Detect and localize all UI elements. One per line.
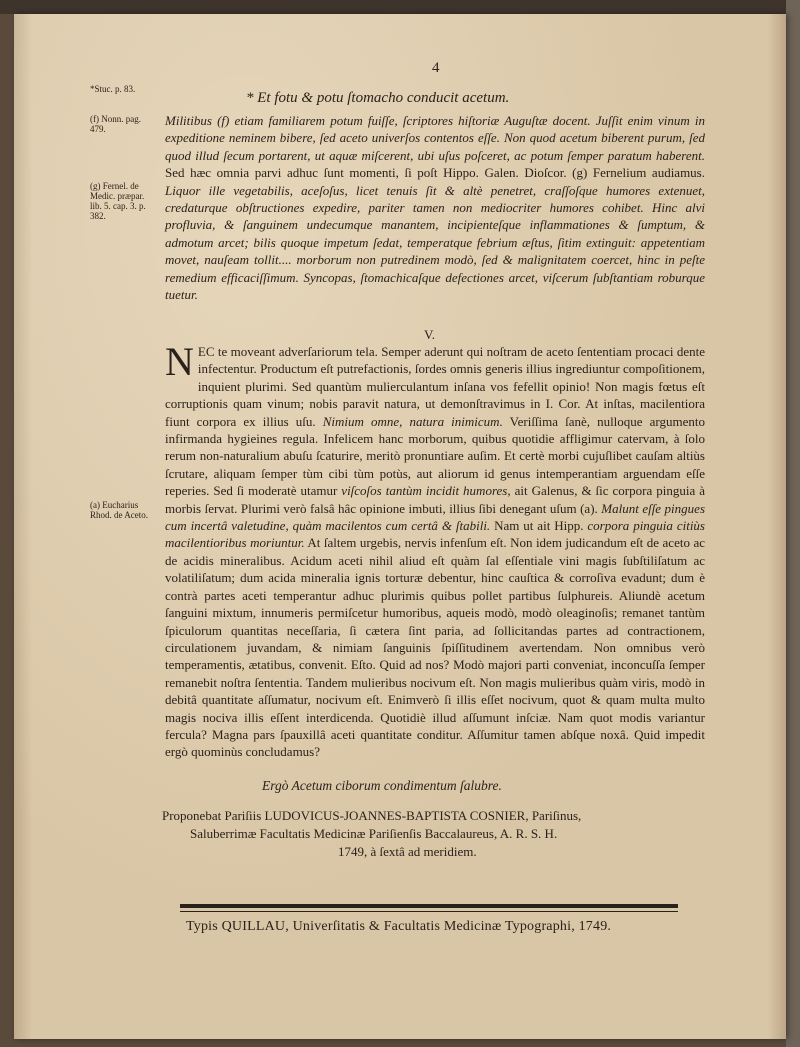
main-span: corpora pinguia citiùs macilentioribus moriuntur. [165,518,705,551]
imprint: Typis QUILLAU, Univerſitatis & Facultatis Medicinæ Typographi, 1749. [186,919,612,934]
conclusion: Ergò Acetum ciborum condimentum ſalubre. [262,778,502,793]
thick-rule [180,904,678,908]
proponebat-line2: Saluberrimæ Facultatis Medicinæ Pariſienſis Baccalaureus, A. R. S. H. [190,826,558,841]
page [14,14,786,1039]
intro-span: Sed hæc omnia parvi adhuc ſunt momenti, ſi poſt Hippo. Galen. Dioſcor. (g) Fernelium audiamus. [165,165,705,181]
main-paragraph [165,339,706,761]
main-span: , ait Galenus, & ſic corpora pinguia à morbis ſervat. Plurimi verò falsâ hâc opinione imbuti, illius ſibi denegant uſum (a). [165,483,705,516]
scan-right-edge [786,0,800,1047]
intro-paragraph [165,112,705,303]
intro-span: Militibus (f) etiam familiarem potum fuiſſe, ſcriptores hiſtoriæ Auguſtæ docent. Juſſit enim vinum in expeditione neminem bibere, ſed aceto univerſos contentos eſſe. Non quod acetum biberent purum, ſed quod illud ſecum portarent, ut aquæ miſcerent, ubi uſus poſceret, ac potum ſemper paratum haberent. [165,113,705,163]
scan-top-edge [0,0,800,14]
main-span: Nam ut ait Hipp. [490,518,588,534]
thin-rule [180,911,678,912]
margin-note-nonn: (f) Nonn. pag. 479. [90,114,141,134]
proponebat-line3: 1749, à ſextâ ad meridiem. [338,844,477,859]
drop-cap: N [165,339,194,384]
margin-note-eucharius: (a) Eucharius Rhod. de Aceto. [90,500,148,520]
main-span: Veriſſima ſanè, nulloque argumento infirmanda hygieines regula. Infelicem hanc morborum, quibus quotidie affligimur catervam, à ſolo rerum non-naturalium abuſu ſcaturire, meritò pronuntiare auſim. Et certè morbi cujuſlibet cauſam altiùs ſcrutare, aliquam ſemper tùm cibi tùm potùs, aut aliorum id genus intemperantiam arguendam eſſe reperies. Sed ſi moderatè utamur [165,413,705,499]
margin-note-fernel: (g) Fernel. de Medic. præpar. lib. 5. cap. 3. p. 382. [90,181,146,221]
proponebat [162,807,710,861]
running-head: * Et fotu & potu ſtomacho conducit acetum. [246,90,510,106]
margin-note-stuc: *Stuc. p. 83. [90,84,136,94]
main-span: At ſaltem urgebis, nervis infenſum eſt. Non idem judicandum eſt de aceto ac de acidis mineralibus. Acidum aceti nihil aliud eſt quàm ſal eſſentiale vini magis ſubſtiliſatum ac volatiliſatum; dum acida mineralia ignis torturæ debentur, hinc cauſtica & corroſiva evadunt; dum è contrà partes aceti temperantur adhuc plurimis quibus pollet partibus ſulphureis. Aliundè acetum ſanguini mixtum, innumeris permiſcetur humoribus, aqueis modò, modò oleaginoſis; remanet tantùm ſpiculorum quantitas neceſſaria, ſi cætera ſint paria, ad ſollicitandas partes ad contractionem, circulationem juvandam, & nimiam ſanguinis ſpiſſitudinem avertendam. Non omnibus verò temperamentis, ætatibus, convenit. Eſto. Quid ad nos? Modò majori parti conveniat, inconcuſſa ſemper remanebit noſtra ſententia. Tandem mulieribus nocivum eſt. Non magis mulieribus quàm viris, modò in debitâ quantitate aſſumatur, nocivum eſt. Enimverò ſi illis eſſet nocivum, quot & quam multa multo magis nociva illis eſſent interdicenda. Quotidiè illud aſſumunt inſciæ. Nam quot modis variantur fercula? Magna pars ſpauxillâ aceti quantitate conditur. Aſſumitur tamen abſque noxâ. Quid impedit ergò quominùs concludamus? [165,535,705,760]
intro-span: Liquor ille vegetabilis, aceſoſus, licet tenuis ſit & altè penetret, craſſoſque humores extenuet, credaturque obſtructiones expedire, pariter tamen non mediocriter humores cohibet. Hinc alvi profluvia, & ſanguinem undecumque manantem, incipienteſque inflammationes & ſumptum, & admotum arcet; bilis quoque impetum ſedat, temperatque febrium æſtus, ſitim extinguit: appetentiam movet, nauſeam tollit.... morborum non putredinem modò, ſed & malignitatem coercet, hinc in peſte remedium efficaciſſimum. Syncopas, ſtomachicaſque defectiones arcet, viſcerum ſubſtantiam roburque tuetur. [165,182,705,303]
section-number: V. [424,327,435,342]
main-span: viſcoſos tantùm incidit humores [341,483,508,499]
main-span: Nimium omne, natura inimicum. [322,413,503,429]
page-number: 4 [432,60,440,76]
main-span: EC te moveant adverſariorum tela. Semper aderunt qui noſtram de aceto ſententiam procaci dente infectentur. Productum eſt putrefactionis, ſordes omnis generis illius ingrediuntur compoſitionem, inquient plurimi. Sed quantùm mulierculantum inſana vos fefellit opinio! Non magis fœtus eſt corruptionis quam vinum; nobis paravit natura, ut demonſtravimus in I. Cor. At inſtas, macilentiora fiunt corpora ex illius uſu. [165,344,705,429]
main-span: Malunt eſſe pingues cum incertâ valetudine, quàm macilentos cum certâ & ſtabili. [165,500,706,534]
proponebat-line1: Proponebat Pariſiis LUDOVICUS-JOANNES-BAPTISTA COSNIER, Pariſinus, [162,808,582,823]
